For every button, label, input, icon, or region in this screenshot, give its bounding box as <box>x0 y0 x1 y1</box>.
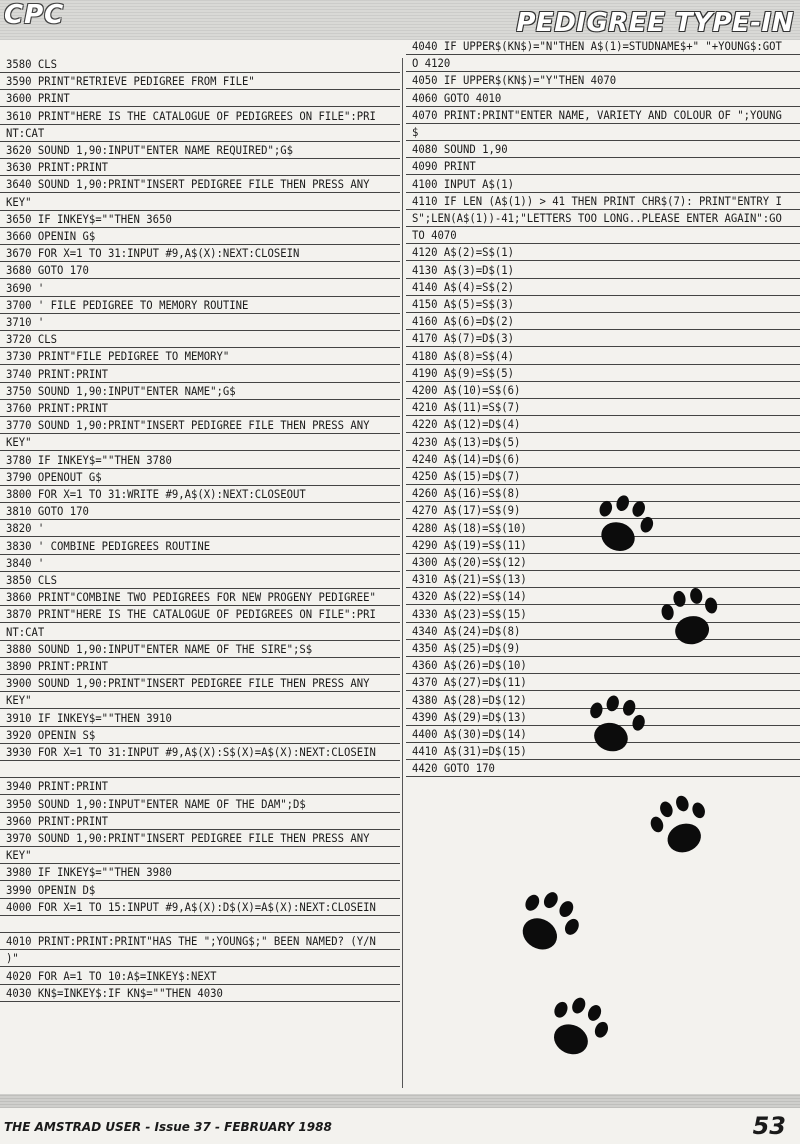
code-line: 4010 PRINT:PRINT:PRINT"HAS THE ";YOUNG$;" BEEN NAMED? (Y/N <box>6 934 376 949</box>
code-line: NT:CAT <box>6 624 45 639</box>
line-rule <box>0 278 400 279</box>
code-line: 3850 CLS <box>6 573 58 587</box>
code-line: 4320 A$(22)=S$(14) <box>412 589 527 604</box>
line-rule <box>0 485 400 486</box>
line-rule <box>0 261 400 262</box>
line-rule <box>0 399 400 400</box>
line-rule <box>0 382 400 383</box>
line-rule <box>0 244 400 245</box>
line-rule <box>0 158 400 159</box>
code-line: 4240 A$(14)=D$(6) <box>412 451 521 466</box>
line-rule <box>0 880 400 881</box>
code-line: 4250 A$(15)=D$(7) <box>412 469 521 483</box>
code-line: 3910 IF INKEY$=""THEN 3910 <box>6 710 172 725</box>
line-rule <box>406 656 800 657</box>
page-number: 53 <box>752 1112 786 1140</box>
code-line: KEY" <box>6 693 32 708</box>
code-line: 4220 A$(12)=D$(4) <box>412 417 521 432</box>
code-line: 3610 PRINT"HERE IS THE CATALOGUE OF PEDIGREES ON FILE":PRI <box>6 108 376 123</box>
code-line: 4130 A$(3)=D$(1) <box>412 262 515 277</box>
paw-print-icon <box>646 788 718 864</box>
article-title: PEDIGREE TYPE-IN <box>516 8 794 38</box>
line-rule <box>406 398 800 399</box>
line-rule <box>0 898 400 899</box>
code-line: 3740 PRINT:PRINT <box>6 366 109 381</box>
line-rule <box>0 89 400 90</box>
line-rule <box>0 829 400 830</box>
line-rule <box>406 192 800 193</box>
line-rule <box>406 71 800 72</box>
line-rule <box>406 88 800 89</box>
paw-print-icon <box>580 688 652 764</box>
line-rule <box>0 296 400 297</box>
line-rule <box>0 708 400 709</box>
line-rule <box>406 54 800 55</box>
code-line: 4170 A$(7)=D$(3) <box>412 331 515 346</box>
code-line: 4420 GOTO 170 <box>412 761 495 776</box>
line-rule <box>0 416 400 417</box>
code-line: 4230 A$(13)=D$(5) <box>412 434 521 449</box>
code-line: 3780 IF INKEY$=""THEN 3780 <box>6 452 172 467</box>
line-rule <box>406 174 800 175</box>
code-line: 4110 IF LEN (A$(1)) > 41 THEN PRINT CHR$(7): PRINT"ENTRY I <box>412 193 782 208</box>
line-rule <box>0 777 400 778</box>
code-line: 3640 SOUND 1,90:PRINT"INSERT PEDIGREE FILE THEN PRESS ANY <box>6 177 370 192</box>
line-rule <box>406 622 800 623</box>
line-rule <box>406 639 800 640</box>
line-rule <box>0 726 400 727</box>
code-line: 4120 A$(2)=S$(1) <box>412 245 515 260</box>
publication-footer: THE AMSTRAD USER - Issue 37 - FEBRUARY 1988 <box>4 1120 332 1134</box>
line-rule <box>406 226 800 227</box>
code-line: 4180 A$(8)=S$(4) <box>412 348 515 363</box>
code-line: 4260 A$(16)=S$(8) <box>412 486 521 501</box>
code-line: 3900 SOUND 1,90:PRINT"INSERT PEDIGREE FILE THEN PRESS ANY <box>6 676 370 691</box>
line-rule <box>0 966 400 967</box>
line-rule <box>406 346 800 347</box>
line-rule <box>0 347 400 348</box>
code-line: 4410 A$(31)=D$(15) <box>412 744 527 759</box>
line-rule <box>0 605 400 606</box>
code-line: 4310 A$(21)=S$(13) <box>412 572 527 587</box>
line-rule <box>0 863 400 864</box>
code-line: 3690 ' <box>6 280 45 295</box>
code-line: 3830 ' COMBINE PEDIGREES ROUTINE <box>6 538 211 553</box>
code-line: 3980 IF INKEY$=""THEN 3980 <box>6 865 172 880</box>
code-line: KEY" <box>6 435 32 450</box>
code-line: 3960 PRINT:PRINT <box>6 813 109 828</box>
line-rule <box>406 295 800 296</box>
line-rule <box>406 467 800 468</box>
line-rule <box>0 915 400 916</box>
code-line: 4340 A$(24)=D$(8) <box>412 623 521 638</box>
code-line: 4400 A$(30)=D$(14) <box>412 727 527 741</box>
line-rule <box>0 1001 400 1002</box>
line-rule <box>0 72 400 73</box>
line-rule <box>0 984 400 985</box>
code-line: 3930 FOR X=1 TO 31:INPUT #9,A$(X):S$(X)=A$(X):NEXT:CLOSEIN <box>6 745 376 759</box>
line-rule <box>0 519 400 520</box>
line-rule <box>0 502 400 503</box>
code-line: 3630 PRINT:PRINT <box>6 160 109 175</box>
code-line: 4350 A$(25)=D$(9) <box>412 641 521 655</box>
code-line: 3590 PRINT"RETRIEVE PEDIGREE FROM FILE" <box>6 74 255 89</box>
code-line: 3800 FOR X=1 TO 31:WRITE #9,A$(X):NEXT:CLOSEOUT <box>6 487 306 501</box>
line-rule <box>0 588 400 589</box>
line-rule <box>406 157 800 158</box>
code-line: S";LEN(A$(1))-41;"LETTERS TOO LONG..PLEASE ENTER AGAIN":GO <box>412 211 782 225</box>
paw-print-icon <box>508 884 588 964</box>
column-divider <box>402 58 403 1088</box>
line-rule <box>0 106 400 107</box>
line-rule <box>406 278 800 279</box>
paw-print-icon <box>656 580 728 656</box>
line-rule <box>0 175 400 176</box>
code-line: 4360 A$(26)=D$(10) <box>412 658 527 673</box>
line-rule <box>0 691 400 692</box>
line-rule <box>0 657 400 658</box>
line-rule <box>0 571 400 572</box>
line-rule <box>406 312 800 313</box>
code-line: 4390 A$(29)=D$(13) <box>412 709 527 724</box>
code-line: 3760 PRINT:PRINT <box>6 401 109 415</box>
code-line: 3720 CLS <box>6 332 58 347</box>
code-line: 3680 GOTO 170 <box>6 263 89 278</box>
code-line: KEY" <box>6 194 32 209</box>
code-line: )" <box>6 951 19 966</box>
line-rule <box>406 243 800 244</box>
code-line: 4210 A$(11)=S$(7) <box>412 400 521 415</box>
line-rule <box>0 364 400 365</box>
code-line: 4060 GOTO 4010 <box>412 90 502 105</box>
code-line: 4150 A$(5)=S$(3) <box>412 297 515 311</box>
code-line: 3940 PRINT:PRINT <box>6 779 109 794</box>
code-line: 3750 SOUND 1,90:INPUT"ENTER NAME";G$ <box>6 383 236 398</box>
code-line: 3730 PRINT"FILE PEDIGREE TO MEMORY" <box>6 349 230 364</box>
line-rule <box>0 313 400 314</box>
code-line: 3620 SOUND 1,90:INPUT"ENTER NAME REQUIRED";G$ <box>6 143 294 157</box>
line-rule <box>406 329 800 330</box>
code-line: 4290 A$(19)=S$(11) <box>412 537 527 552</box>
line-rule <box>0 536 400 537</box>
code-line: 3860 PRINT"COMBINE TWO PEDIGREES FOR NEW PROGENY PEDIGREE" <box>6 590 376 605</box>
line-rule <box>0 932 400 933</box>
line-rule <box>0 674 400 675</box>
code-line: 4190 A$(9)=S$(5) <box>412 365 515 380</box>
code-line: KEY" <box>6 848 32 863</box>
footer-band <box>0 1094 800 1108</box>
line-rule <box>406 106 800 107</box>
line-rule <box>406 673 800 674</box>
section-label: CPC <box>4 0 65 30</box>
code-line: O 4120 <box>412 56 451 71</box>
line-rule <box>406 415 800 416</box>
line-rule <box>406 209 800 210</box>
code-line: 3820 ' <box>6 521 45 536</box>
code-line: 3660 OPENIN G$ <box>6 229 96 243</box>
line-rule <box>0 433 400 434</box>
code-line: 3920 OPENIN S$ <box>6 727 96 742</box>
code-line: 4080 SOUND 1,90 <box>412 142 508 157</box>
line-rule <box>406 776 800 777</box>
line-rule <box>0 141 400 142</box>
code-line: 3840 ' <box>6 555 45 570</box>
line-rule <box>0 227 400 228</box>
line-rule <box>406 381 800 382</box>
line-rule <box>0 468 400 469</box>
code-line: 4160 A$(6)=D$(2) <box>412 314 515 329</box>
line-rule <box>0 622 400 623</box>
code-line: 3770 SOUND 1,90:PRINT"INSERT PEDIGREE FILE THEN PRESS ANY <box>6 418 370 433</box>
line-rule <box>0 812 400 813</box>
code-line: 4330 A$(23)=S$(15) <box>412 606 527 621</box>
code-line: 3790 OPENOUT G$ <box>6 469 102 484</box>
code-line: 3950 SOUND 1,90:INPUT"ENTER NAME OF THE DAM";D$ <box>6 796 306 811</box>
code-line: 3870 PRINT"HERE IS THE CATALOGUE OF PEDIGREES ON FILE":PRI <box>6 607 376 622</box>
code-line: 4090 PRINT <box>412 159 476 174</box>
line-rule <box>0 554 400 555</box>
code-line: 4380 A$(28)=D$(12) <box>412 692 527 707</box>
line-rule <box>406 140 800 141</box>
code-line: TO 4070 <box>412 228 457 243</box>
code-line: 3880 SOUND 1,90:INPUT"ENTER NAME OF THE SIRE";S$ <box>6 641 313 656</box>
line-rule <box>0 760 400 761</box>
code-line: 4000 FOR X=1 TO 15:INPUT #9,A$(X):D$(X)=A$(X):NEXT:CLOSEIN <box>6 899 376 914</box>
line-rule <box>0 210 400 211</box>
code-line: 3990 OPENIN D$ <box>6 882 96 897</box>
code-line: 4040 IF UPPER$(KN$)="N"THEN A$(1)=STUDNAME$+" "+YOUNG$:GOT <box>412 39 782 53</box>
code-line: 4140 A$(4)=S$(2) <box>412 279 515 294</box>
line-rule <box>406 604 800 605</box>
line-rule <box>406 587 800 588</box>
line-rule <box>406 260 800 261</box>
paw-print-icon <box>588 488 660 564</box>
code-line: 3970 SOUND 1,90:PRINT"INSERT PEDIGREE FILE THEN PRESS ANY <box>6 831 370 845</box>
line-rule <box>406 450 800 451</box>
line-rule <box>0 450 400 451</box>
line-rule <box>406 570 800 571</box>
line-rule <box>0 743 400 744</box>
code-line: 3600 PRINT <box>6 91 70 106</box>
line-rule <box>0 846 400 847</box>
line-rule <box>406 484 800 485</box>
line-rule <box>0 124 400 125</box>
code-line: 3710 ' <box>6 315 45 329</box>
code-line: 4100 INPUT A$(1) <box>412 176 515 191</box>
code-line: 4020 FOR A=1 TO 10:A$=INKEY$:NEXT <box>6 968 217 983</box>
line-rule <box>0 192 400 193</box>
line-rule <box>406 432 800 433</box>
code-line: NT:CAT <box>6 125 45 140</box>
code-line: 3670 FOR X=1 TO 31:INPUT #9,A$(X):NEXT:CLOSEIN <box>6 246 300 261</box>
code-line: 3700 ' FILE PEDIGREE TO MEMORY ROUTINE <box>6 297 249 312</box>
line-rule <box>0 794 400 795</box>
code-line: 3810 GOTO 170 <box>6 504 89 519</box>
line-rule <box>406 364 800 365</box>
code-line: 4280 A$(18)=S$(10) <box>412 520 527 535</box>
line-rule <box>0 330 400 331</box>
code-line: 3890 PRINT:PRINT <box>6 659 109 673</box>
code-line: 3650 IF INKEY$=""THEN 3650 <box>6 211 172 226</box>
code-line: 4200 A$(10)=S$(6) <box>412 383 521 397</box>
code-line: 4070 PRINT:PRINT"ENTER NAME, VARIETY AND COLOUR OF ";YOUNG <box>412 107 782 122</box>
code-line: 4370 A$(27)=D$(11) <box>412 675 527 690</box>
code-line: $ <box>412 125 419 139</box>
code-line: 4270 A$(17)=S$(9) <box>412 503 521 518</box>
code-line: 4050 IF UPPER$(KN$)="Y"THEN 4070 <box>412 73 617 88</box>
line-rule <box>0 640 400 641</box>
line-rule <box>0 949 400 950</box>
line-rule <box>406 123 800 124</box>
paw-print-icon <box>540 990 616 1068</box>
code-line: 4300 A$(20)=S$(12) <box>412 555 527 569</box>
code-line: 3580 CLS <box>6 57 58 71</box>
code-line: 4030 KN$=INKEY$:IF KN$=""THEN 4030 <box>6 985 223 1000</box>
